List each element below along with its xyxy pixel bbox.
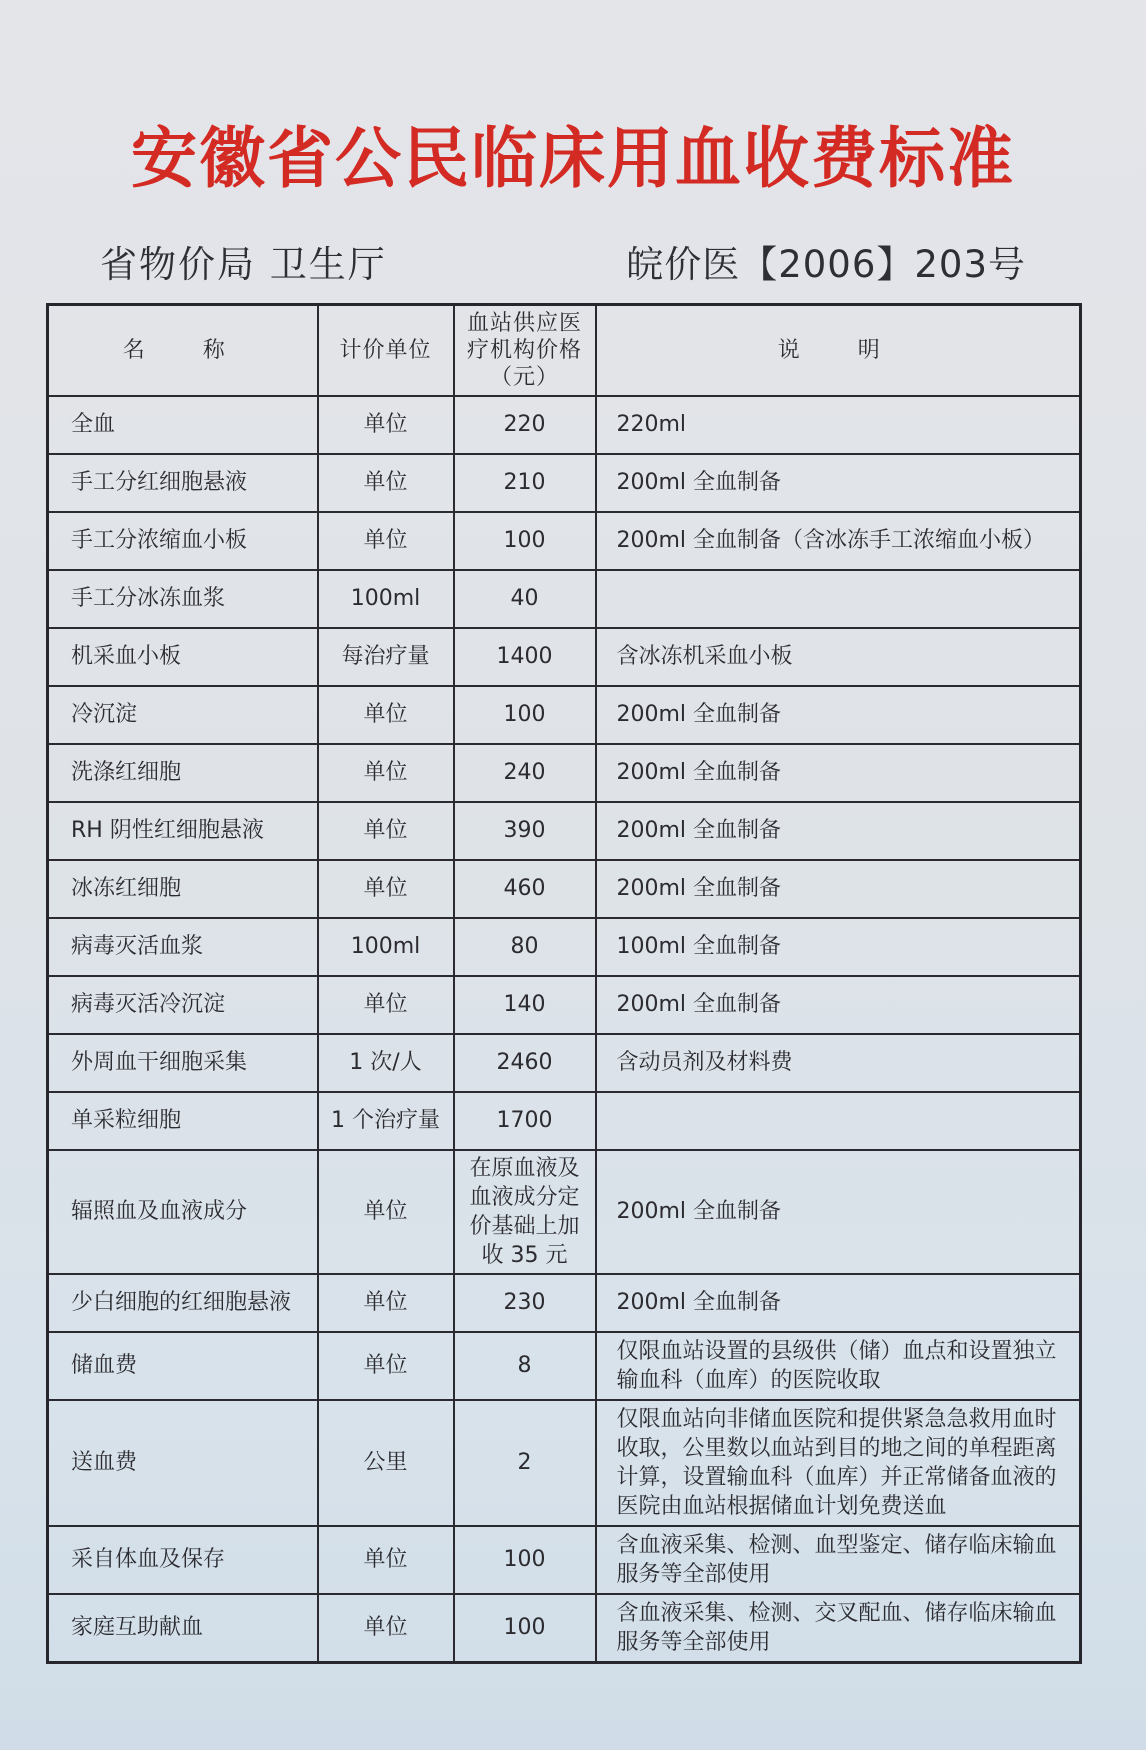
cell-note: 含动员剂及材料费 [596, 1034, 1081, 1092]
cell-unit: 单位 [318, 1150, 454, 1274]
issuer: 省物价局 卫生厅 [100, 243, 387, 286]
cell-name: 辐照血及血液成分 [48, 1150, 318, 1274]
cell-note: 含冰冻机采血小板 [596, 628, 1081, 686]
table-row [48, 1092, 1081, 1150]
cell-note: 200ml 全血制备 [596, 744, 1081, 802]
table-header-row [48, 305, 1081, 397]
cell-unit: 每治疗量 [318, 628, 454, 686]
cell-name: 储血费 [48, 1332, 318, 1400]
cell-price: 2460 [454, 1034, 596, 1092]
cell-note: 含血液采集、检测、交叉配血、储存临床输血服务等全部使用 [596, 1594, 1081, 1663]
cell-name: 全血 [48, 396, 318, 454]
table-row [48, 570, 1081, 628]
cell-unit: 单位 [318, 454, 454, 512]
cell-unit: 单位 [318, 1594, 454, 1663]
cell-name: 送血费 [48, 1400, 318, 1526]
cell-unit: 1 个治疗量 [318, 1092, 454, 1150]
cell-unit: 单位 [318, 976, 454, 1034]
cell-name: 外周血干细胞采集 [48, 1034, 318, 1092]
table-row [48, 1034, 1081, 1092]
cell-note: 200ml 全血制备 [596, 454, 1081, 512]
cell-price: 230 [454, 1274, 596, 1332]
table-row [48, 1274, 1081, 1332]
cell-note: 200ml 全血制备 [596, 1274, 1081, 1332]
header-unit: 计价单位 [318, 305, 454, 397]
cell-unit: 单位 [318, 802, 454, 860]
cell-price: 80 [454, 918, 596, 976]
cell-name: RH 阴性红细胞悬液 [48, 802, 318, 860]
cell-note: 220ml [596, 396, 1081, 454]
cell-note: 200ml 全血制备 [596, 686, 1081, 744]
cell-note: 200ml 全血制备 [596, 1150, 1081, 1274]
header-name: 名 称 [48, 305, 318, 397]
cell-name: 病毒灭活冷沉淀 [48, 976, 318, 1034]
cell-note [596, 1092, 1081, 1150]
cell-price: 2 [454, 1400, 596, 1526]
cell-unit: 100ml [318, 918, 454, 976]
cell-price: 460 [454, 860, 596, 918]
cell-unit: 单位 [318, 1274, 454, 1332]
document-number: 皖价医【2006】203号 [626, 243, 1026, 286]
fee-table [46, 303, 1082, 1664]
cell-name: 家庭互助献血 [48, 1594, 318, 1663]
table-row [48, 686, 1081, 744]
cell-unit: 100ml [318, 570, 454, 628]
cell-name: 手工分冰冻血浆 [48, 570, 318, 628]
cell-price: 100 [454, 686, 596, 744]
cell-unit: 1 次/人 [318, 1034, 454, 1092]
cell-price: 390 [454, 802, 596, 860]
cell-price: 1700 [454, 1092, 596, 1150]
cell-unit: 单位 [318, 860, 454, 918]
table-row [48, 1332, 1081, 1400]
table-row [48, 1400, 1081, 1526]
table-row [48, 512, 1081, 570]
cell-price: 100 [454, 1526, 596, 1594]
cell-price: 8 [454, 1332, 596, 1400]
cell-note: 200ml 全血制备 [596, 976, 1081, 1034]
document-title: 安徽省公民临床用血收费标准 [131, 119, 1015, 197]
cell-note: 200ml 全血制备 [596, 802, 1081, 860]
cell-name: 病毒灭活血浆 [48, 918, 318, 976]
cell-price: 240 [454, 744, 596, 802]
header-price: 血站供应医疗机构价格（元） [454, 305, 596, 397]
cell-unit: 单位 [318, 1332, 454, 1400]
cell-name: 单采粒细胞 [48, 1092, 318, 1150]
cell-note: 仅限血站向非储血医院和提供紧急急救用血时收取，公里数以血站到目的地之间的单程距离计算，设置输血科（血库）并正常储备血液的医院由血站根据储血计划免费送血 [596, 1400, 1081, 1526]
cell-name: 洗涤红细胞 [48, 744, 318, 802]
cell-note: 200ml 全血制备 [596, 860, 1081, 918]
cell-name: 手工分红细胞悬液 [48, 454, 318, 512]
cell-unit: 单位 [318, 1526, 454, 1594]
cell-note: 200ml 全血制备（含冰冻手工浓缩血小板） [596, 512, 1081, 570]
cell-unit: 单位 [318, 396, 454, 454]
table-row [48, 918, 1081, 976]
cell-name: 冷沉淀 [48, 686, 318, 744]
cell-unit: 公里 [318, 1400, 454, 1526]
table-row [48, 454, 1081, 512]
table-row [48, 744, 1081, 802]
table-row [48, 1150, 1081, 1274]
cell-name: 机采血小板 [48, 628, 318, 686]
cell-price: 140 [454, 976, 596, 1034]
table-row [48, 1526, 1081, 1594]
cell-name: 采自体血及保存 [48, 1526, 318, 1594]
cell-price: 100 [454, 512, 596, 570]
cell-price: 在原血液及血液成分定价基础上加收 35 元 [454, 1150, 596, 1274]
cell-unit: 单位 [318, 686, 454, 744]
cell-price: 210 [454, 454, 596, 512]
cell-unit: 单位 [318, 744, 454, 802]
cell-note: 仅限血站设置的县级供（储）血点和设置独立输血科（血库）的医院收取 [596, 1332, 1081, 1400]
cell-name: 手工分浓缩血小板 [48, 512, 318, 570]
cell-price: 100 [454, 1594, 596, 1663]
table-row [48, 396, 1081, 454]
table-row [48, 1594, 1081, 1663]
cell-note [596, 570, 1081, 628]
table-row [48, 860, 1081, 918]
header-note: 说 明 [596, 305, 1081, 397]
cell-price: 40 [454, 570, 596, 628]
cell-unit: 单位 [318, 512, 454, 570]
table-row [48, 976, 1081, 1034]
cell-name: 冰冻红细胞 [48, 860, 318, 918]
cell-price: 1400 [454, 628, 596, 686]
table-row [48, 802, 1081, 860]
cell-note: 含血液采集、检测、血型鉴定、储存临床输血服务等全部使用 [596, 1526, 1081, 1594]
cell-price: 220 [454, 396, 596, 454]
cell-name: 少白细胞的红细胞悬液 [48, 1274, 318, 1332]
table-row [48, 628, 1081, 686]
cell-note: 100ml 全血制备 [596, 918, 1081, 976]
